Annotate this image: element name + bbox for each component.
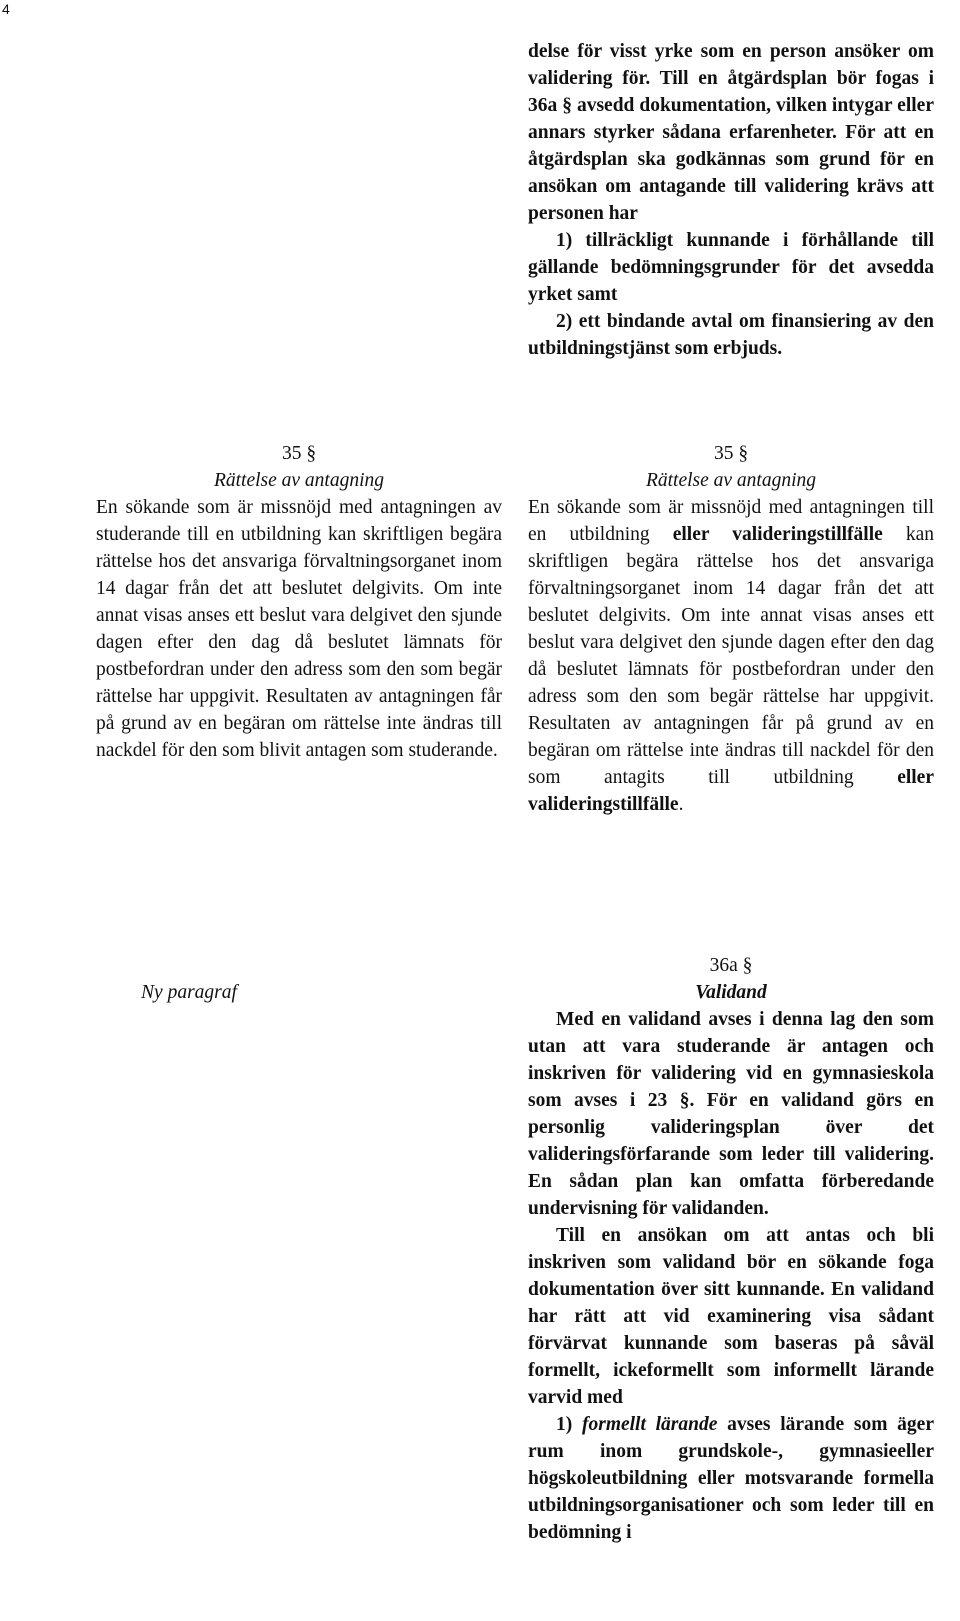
section-title: Rättelse av antagning [213, 470, 385, 491]
section-number: 35 § [713, 443, 749, 464]
list-number: 1) [556, 1414, 582, 1435]
new-section-label: Ny paragraf [141, 982, 237, 1003]
section-number: 35 § [281, 443, 317, 464]
section-body [528, 494, 934, 818]
section-body: En sökande som är missnöjd med antagningen av studerande till en utbildning kan skriftligen begära rättelse hos det ansvariga förvaltningsorganet inom 14 dagar från det att beslutet delgivits. Om inte annat visas anses ett beslut vara delgivet den sjunde dagen efter den dag då beslutet lämnats för postbefordran under den adress som den som begär rättelse har uppgivit. Resultaten av antagningen får på grund av en begäran om rättelse inte ändras till nackdel för den som blivit antagen som studerande. [96, 497, 502, 761]
text-segment: . [678, 794, 684, 815]
section-36a [528, 952, 934, 1546]
amendment-text: eller valideringstillfälle [672, 524, 883, 545]
section-title: Validand [695, 982, 767, 1003]
list-item: 1) tillräckligt kunnande i förhållande till gällande bedömningsgrunder för det avsedda yrket samt [528, 230, 934, 305]
text-segment: avses lärande som äger rum inom grundskole-, gymnasieeller högskoleutbildning eller motsvarande formella utbildningsorganisationer och som leder till en bedömning i [528, 1414, 934, 1543]
text-segment: En sökande som är missnöjd med antagningen till en utbildning [528, 497, 934, 545]
section-paragraph [528, 1411, 934, 1546]
defined-term: formellt lärande [581, 1414, 718, 1435]
section-paragraph: Med en validand avses i denna lag den som utan att vara studerande är antagen och inskriven för validering vid en gymnasieskola som avses i 23 §. För en validand görs en personlig valideringsplan över det valideringsförfarande som leder till validering. En sådan plan kan omfatta förberedande undervisning för validanden. [528, 1009, 934, 1219]
list-item: 2) ett bindande avtal om finansiering av den utbildningstjänst som erbjuds. [528, 311, 934, 359]
text-segment: kan skriftligen begära rättelse hos det ansvariga förvaltningsorganet inom 14 dagar från det att beslutet delgivits. Om inte annat visas anses ett beslut vara delgivet den sjunde dagen efter den dag då beslutet lämnats för postbefordran under den adress som den som begär rättelse har uppgivit. Resultaten av antagningen får på grund av en begäran om rättelse inte ändras till nackdel för den som antagits till utbildning [528, 524, 935, 788]
amendment-text: eller valideringstillfälle [528, 767, 934, 815]
top-right-continuation [528, 38, 934, 362]
section-title: Rättelse av antagning [645, 470, 817, 491]
page-number: 4 [2, 1, 10, 17]
section-35-proposed [528, 440, 934, 818]
section-number: 36a § [709, 955, 753, 976]
continuation-paragraph: delse för visst yrke som en person ansöker om validering för. Till en åtgärdsplan bör fogas i 36a § avsedd dokumentation, vilken intygar eller annars styrker sådana erfarenheter. För att en åtgärdsplan ska godkännas som grund för en ansökan om antagande till validering krävs att personen har [528, 41, 934, 224]
section-35-current [96, 440, 502, 764]
section-paragraph: Till en ansökan om att antas och bli inskriven som validand bör en sökande foga dokumentation över sitt kunnande. En validand har rätt att vid examinering visa sådant förvärvat kunnande som baseras på såväl formellt, ickeformellt som informellt lärande varvid med [528, 1225, 934, 1408]
